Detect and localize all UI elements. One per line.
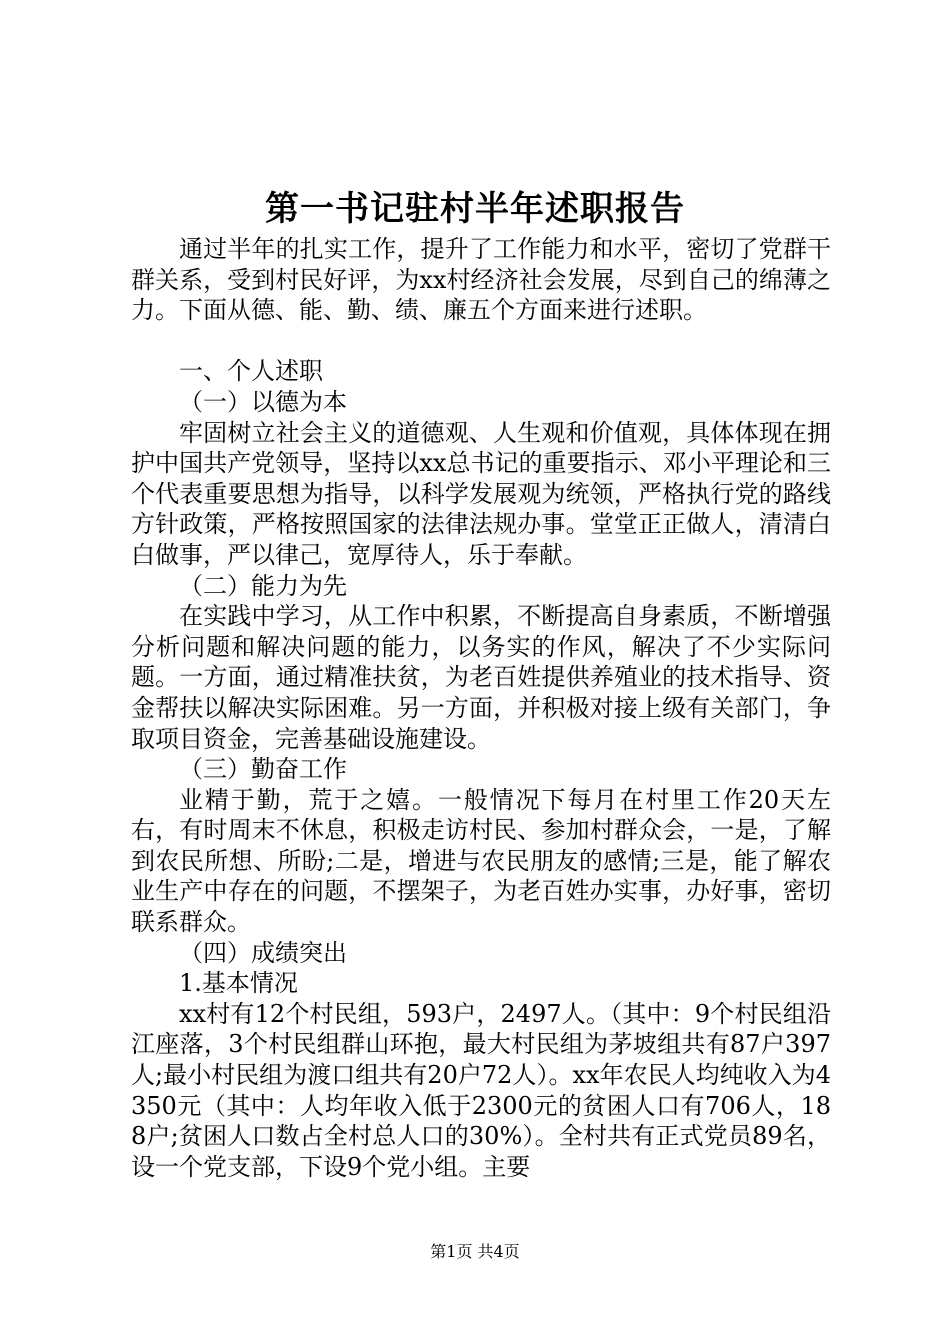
- subsection-heading-1: （一）以德为本: [179, 387, 347, 416]
- subsection-heading-4: （四）成绩突出: [179, 938, 347, 967]
- subsection-heading-3: （三）勤奋工作: [179, 755, 347, 784]
- item-heading-basic-info: 1.基本情况: [179, 969, 298, 998]
- subsection-heading-2: （二）能力为先: [179, 571, 347, 600]
- paragraph-basic-info: xx村有12个村民组，593户，2497人。（其中：9个村民组沿江座落，3个村民组群山环抱，最大村民组为茅坡组共有87户397人;最小村民组为渡口组共有20户72人）。xx年农民人均纯收入为4350元（其中：人均年收入低于2300元的贫困人口有706人，188户;贫困人口数占全村总人口的30%）。全村共有正式党员89名，设一个党支部，下设9个党小组。主要: [131, 999, 831, 1181]
- paragraph-diligence: 业精于勤，荒于之嬉。一般情况下每月在村里工作20天左右，有时周末不休息，积极走访村民、参加村群众会，一是，了解到农民所想、所盼;二是，增进与农民朋友的感情;三是，能了解农业生产中存在的问题，不摆架子，为老百姓办实事，办好事，密切联系群众。: [131, 785, 831, 937]
- document-body: [131, 234, 831, 1182]
- paragraph-morality: 牢固树立社会主义的道德观、人生观和价值观，具体体现在拥护中国共产党领导，坚持以xx总书记的重要指示、邓小平理论和三个代表重要思想为指导，以科学发展观为统领，严格执行党的路线方针政策，严格按照国家的法律法规办事。堂堂正正做人，清清白白做事，严以律己，宽厚待人，乐于奉献。: [131, 418, 831, 569]
- section-heading-1: 一、个人述职: [179, 357, 323, 386]
- document-title: 第一书记驻村半年述职报告: [265, 189, 685, 229]
- paragraph-ability: 在实践中学习，从工作中积累，不断提高自身素质，不断增强分析问题和解决问题的能力，以务实的作风，解决了不少实际问题。一方面，通过精准扶贫，为老百姓提供养殖业的技术指导、资金帮扶以解决实际困难。另一方面，并积极对接上级有关部门，争取项目资金，完善基础设施建设。: [131, 602, 831, 753]
- page-footer: 第1页 共4页: [430, 1242, 520, 1261]
- intro-paragraph: 通过半年的扎实工作，提升了工作能力和水平，密切了党群干群关系，受到村民好评，为xx村经济社会发展，尽到自己的绵薄之力。下面从德、能、勤、绩、廉五个方面来进行述职。: [131, 235, 831, 325]
